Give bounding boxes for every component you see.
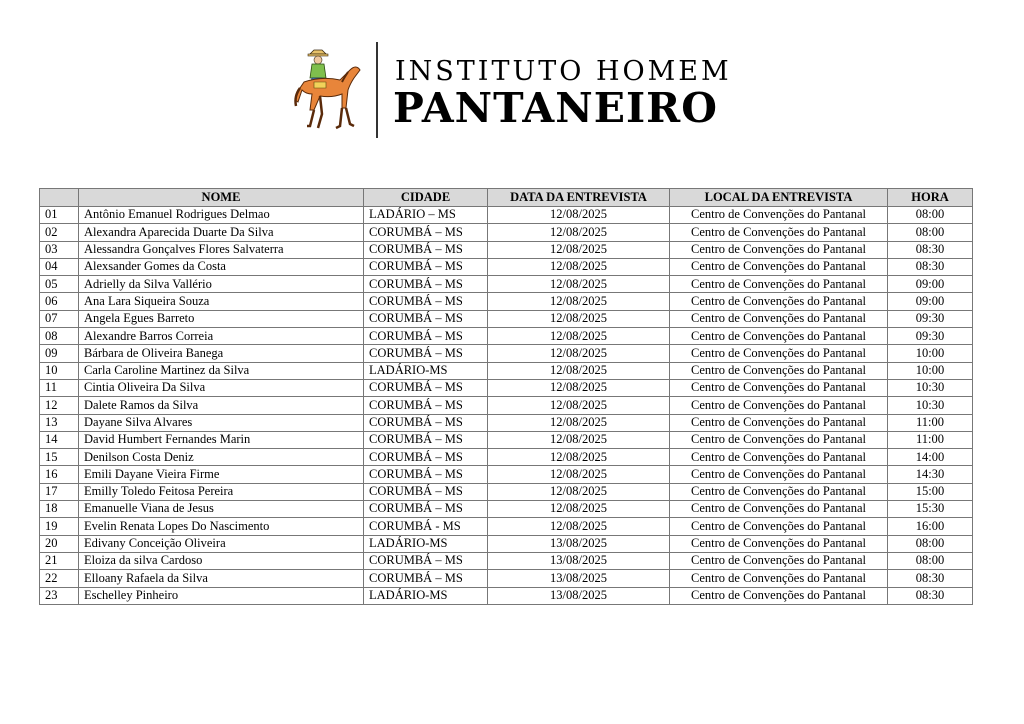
- cell-nome: Emili Dayane Vieira Firme: [79, 466, 364, 483]
- cell-number: 04: [40, 258, 79, 275]
- cell-number: 03: [40, 241, 79, 258]
- cell-nome: Alexandre Barros Correia: [79, 328, 364, 345]
- cell-local: Centro de Convenções do Pantanal: [670, 224, 888, 241]
- cell-cidade: CORUMBÁ – MS: [364, 276, 488, 293]
- header-local: LOCAL DA ENTREVISTA: [670, 189, 888, 207]
- cell-number: 05: [40, 276, 79, 293]
- cell-local: Centro de Convenções do Pantanal: [670, 431, 888, 448]
- cell-data: 12/08/2025: [488, 328, 670, 345]
- table-row: [40, 397, 973, 414]
- header-nome: NOME: [79, 189, 364, 207]
- cell-data: 12/08/2025: [488, 379, 670, 396]
- cell-number: 07: [40, 310, 79, 327]
- brand-name-line1: INSTITUTO HOMEM: [395, 56, 732, 87]
- cell-data: 12/08/2025: [488, 449, 670, 466]
- cell-number: 22: [40, 570, 79, 587]
- cell-cidade: CORUMBÁ – MS: [364, 241, 488, 258]
- cell-hora: 08:00: [888, 224, 973, 241]
- cell-data: 12/08/2025: [488, 397, 670, 414]
- table-row: [40, 207, 973, 224]
- cell-nome: Angela Egues Barreto: [79, 310, 364, 327]
- cell-hora: 15:00: [888, 483, 973, 500]
- cell-hora: 09:00: [888, 276, 973, 293]
- cell-local: Centro de Convenções do Pantanal: [670, 535, 888, 552]
- table-row: [40, 345, 973, 362]
- header-cidade: CIDADE: [364, 189, 488, 207]
- table-row: [40, 276, 973, 293]
- cell-cidade: CORUMBÁ – MS: [364, 328, 488, 345]
- cell-number: 06: [40, 293, 79, 310]
- cell-nome: Ana Lara Siqueira Souza: [79, 293, 364, 310]
- cell-local: Centro de Convenções do Pantanal: [670, 362, 888, 379]
- cell-number: 08: [40, 328, 79, 345]
- cell-data: 12/08/2025: [488, 258, 670, 275]
- table-row: [40, 293, 973, 310]
- cell-local: Centro de Convenções do Pantanal: [670, 328, 888, 345]
- cell-data: 12/08/2025: [488, 310, 670, 327]
- cell-cidade: LADÁRIO-MS: [364, 535, 488, 552]
- cell-nome: Denilson Costa Deniz: [79, 449, 364, 466]
- cell-cidade: CORUMBÁ – MS: [364, 466, 488, 483]
- table-row: [40, 362, 973, 379]
- table-row: [40, 258, 973, 275]
- cell-nome: Alessandra Gonçalves Flores Salvaterra: [79, 241, 364, 258]
- cell-nome: Carla Caroline Martinez da Silva: [79, 362, 364, 379]
- cell-local: Centro de Convenções do Pantanal: [670, 241, 888, 258]
- cell-number: 18: [40, 501, 79, 518]
- header-data: DATA DA ENTREVISTA: [488, 189, 670, 207]
- table-row: [40, 310, 973, 327]
- cell-cidade: CORUMBÁ – MS: [364, 379, 488, 396]
- cell-cidade: CORUMBÁ – MS: [364, 397, 488, 414]
- cell-hora: 08:30: [888, 258, 973, 275]
- cell-number: 02: [40, 224, 79, 241]
- cell-hora: 08:00: [888, 207, 973, 224]
- document-header: [0, 0, 1024, 180]
- table-header-row: [40, 189, 973, 207]
- table-row: [40, 241, 973, 258]
- cell-cidade: CORUMBÁ – MS: [364, 414, 488, 431]
- cell-local: Centro de Convenções do Pantanal: [670, 379, 888, 396]
- cell-number: 23: [40, 587, 79, 604]
- cell-cidade: CORUMBÁ – MS: [364, 224, 488, 241]
- cell-hora: 08:30: [888, 587, 973, 604]
- cell-number: 16: [40, 466, 79, 483]
- cell-hora: 10:00: [888, 362, 973, 379]
- cell-local: Centro de Convenções do Pantanal: [670, 207, 888, 224]
- table-body: [40, 207, 973, 605]
- cell-data: 12/08/2025: [488, 276, 670, 293]
- table-row: [40, 552, 973, 569]
- cell-hora: 16:00: [888, 518, 973, 535]
- table-row: [40, 587, 973, 604]
- cell-nome: Evelin Renata Lopes Do Nascimento: [79, 518, 364, 535]
- cell-data: 12/08/2025: [488, 501, 670, 518]
- cell-number: 21: [40, 552, 79, 569]
- table-row: [40, 570, 973, 587]
- cell-local: Centro de Convenções do Pantanal: [670, 414, 888, 431]
- cell-local: Centro de Convenções do Pantanal: [670, 397, 888, 414]
- cell-hora: 09:30: [888, 310, 973, 327]
- cell-data: 12/08/2025: [488, 414, 670, 431]
- cell-data: 12/08/2025: [488, 483, 670, 500]
- cell-local: Centro de Convenções do Pantanal: [670, 552, 888, 569]
- cell-hora: 11:00: [888, 431, 973, 448]
- table-row: [40, 483, 973, 500]
- cell-data: 12/08/2025: [488, 345, 670, 362]
- cell-nome: Adrielly da Silva Vallério: [79, 276, 364, 293]
- cell-local: Centro de Convenções do Pantanal: [670, 483, 888, 500]
- cell-nome: Emanuelle Viana de Jesus: [79, 501, 364, 518]
- brand-name-line2: PANTANEIRO: [393, 84, 718, 132]
- cell-number: 19: [40, 518, 79, 535]
- table-row: [40, 501, 973, 518]
- cell-cidade: CORUMBÁ – MS: [364, 310, 488, 327]
- cell-nome: Elloany Rafaela da Silva: [79, 570, 364, 587]
- cell-number: 10: [40, 362, 79, 379]
- cell-data: 13/08/2025: [488, 587, 670, 604]
- table-row: [40, 431, 973, 448]
- cell-data: 12/08/2025: [488, 431, 670, 448]
- cell-local: Centro de Convenções do Pantanal: [670, 587, 888, 604]
- cell-data: 12/08/2025: [488, 466, 670, 483]
- cell-hora: 08:30: [888, 570, 973, 587]
- cell-number: 14: [40, 431, 79, 448]
- cell-hora: 14:00: [888, 449, 973, 466]
- cell-hora: 11:00: [888, 414, 973, 431]
- cell-data: 13/08/2025: [488, 570, 670, 587]
- cell-nome: Dalete Ramos da Silva: [79, 397, 364, 414]
- table-row: [40, 328, 973, 345]
- cell-nome: David Humbert Fernandes Marin: [79, 431, 364, 448]
- cell-cidade: LADÁRIO – MS: [364, 207, 488, 224]
- cell-hora: 08:00: [888, 535, 973, 552]
- cell-nome: Eloiza da silva Cardoso: [79, 552, 364, 569]
- cell-nome: Alexsander Gomes da Costa: [79, 258, 364, 275]
- cell-cidade: LADÁRIO-MS: [364, 362, 488, 379]
- cell-local: Centro de Convenções do Pantanal: [670, 293, 888, 310]
- cell-hora: 14:30: [888, 466, 973, 483]
- cell-data: 13/08/2025: [488, 552, 670, 569]
- cell-local: Centro de Convenções do Pantanal: [670, 449, 888, 466]
- table-row: [40, 466, 973, 483]
- cell-cidade: CORUMBÁ – MS: [364, 449, 488, 466]
- cell-cidade: LADÁRIO-MS: [364, 587, 488, 604]
- cell-number: 15: [40, 449, 79, 466]
- cell-number: 11: [40, 379, 79, 396]
- cell-cidade: CORUMBÁ – MS: [364, 431, 488, 448]
- table-row: [40, 449, 973, 466]
- cell-nome: Dayane Silva Alvares: [79, 414, 364, 431]
- cell-number: 09: [40, 345, 79, 362]
- cell-cidade: CORUMBÁ – MS: [364, 345, 488, 362]
- cell-data: 12/08/2025: [488, 518, 670, 535]
- cell-cidade: CORUMBÁ - MS: [364, 518, 488, 535]
- cell-data: 12/08/2025: [488, 241, 670, 258]
- cell-hora: 09:00: [888, 293, 973, 310]
- cell-hora: 15:30: [888, 501, 973, 518]
- cell-number: 12: [40, 397, 79, 414]
- interview-schedule-table: [39, 188, 973, 605]
- cell-nome: Cintia Oliveira Da Silva: [79, 379, 364, 396]
- cell-data: 12/08/2025: [488, 362, 670, 379]
- cell-number: 20: [40, 535, 79, 552]
- cell-data: 12/08/2025: [488, 224, 670, 241]
- table-row: [40, 535, 973, 552]
- header-hora: HORA: [888, 189, 973, 207]
- cell-number: 17: [40, 483, 79, 500]
- cell-local: Centro de Convenções do Pantanal: [670, 570, 888, 587]
- cell-data: 13/08/2025: [488, 535, 670, 552]
- cell-data: 12/08/2025: [488, 207, 670, 224]
- cell-local: Centro de Convenções do Pantanal: [670, 345, 888, 362]
- cell-nome: Antônio Emanuel Rodrigues Delmao: [79, 207, 364, 224]
- cell-local: Centro de Convenções do Pantanal: [670, 518, 888, 535]
- cell-nome: Eschelley Pinheiro: [79, 587, 364, 604]
- cell-hora: 08:00: [888, 552, 973, 569]
- horse-rider-logo-icon: [292, 48, 364, 132]
- cell-number: 13: [40, 414, 79, 431]
- cell-local: Centro de Convenções do Pantanal: [670, 466, 888, 483]
- table-row: [40, 379, 973, 396]
- cell-cidade: CORUMBÁ – MS: [364, 552, 488, 569]
- cell-nome: Alexandra Aparecida Duarte Da Silva: [79, 224, 364, 241]
- cell-nome: Edivany Conceição Oliveira: [79, 535, 364, 552]
- table-row: [40, 518, 973, 535]
- cell-cidade: CORUMBÁ – MS: [364, 570, 488, 587]
- table-row: [40, 224, 973, 241]
- cell-local: Centro de Convenções do Pantanal: [670, 276, 888, 293]
- header-divider: [376, 42, 378, 138]
- cell-data: 12/08/2025: [488, 293, 670, 310]
- cell-local: Centro de Convenções do Pantanal: [670, 310, 888, 327]
- cell-local: Centro de Convenções do Pantanal: [670, 501, 888, 518]
- cell-nome: Emilly Toledo Feitosa Pereira: [79, 483, 364, 500]
- cell-hora: 10:30: [888, 397, 973, 414]
- cell-hora: 10:30: [888, 379, 973, 396]
- cell-nome: Bárbara de Oliveira Banega: [79, 345, 364, 362]
- cell-cidade: CORUMBÁ – MS: [364, 258, 488, 275]
- header-number: [40, 189, 79, 207]
- table-row: [40, 414, 973, 431]
- cell-hora: 09:30: [888, 328, 973, 345]
- cell-hora: 10:00: [888, 345, 973, 362]
- cell-local: Centro de Convenções do Pantanal: [670, 258, 888, 275]
- cell-number: 01: [40, 207, 79, 224]
- cell-cidade: CORUMBÁ – MS: [364, 501, 488, 518]
- cell-cidade: CORUMBÁ – MS: [364, 293, 488, 310]
- cell-hora: 08:30: [888, 241, 973, 258]
- cell-cidade: CORUMBÁ – MS: [364, 483, 488, 500]
